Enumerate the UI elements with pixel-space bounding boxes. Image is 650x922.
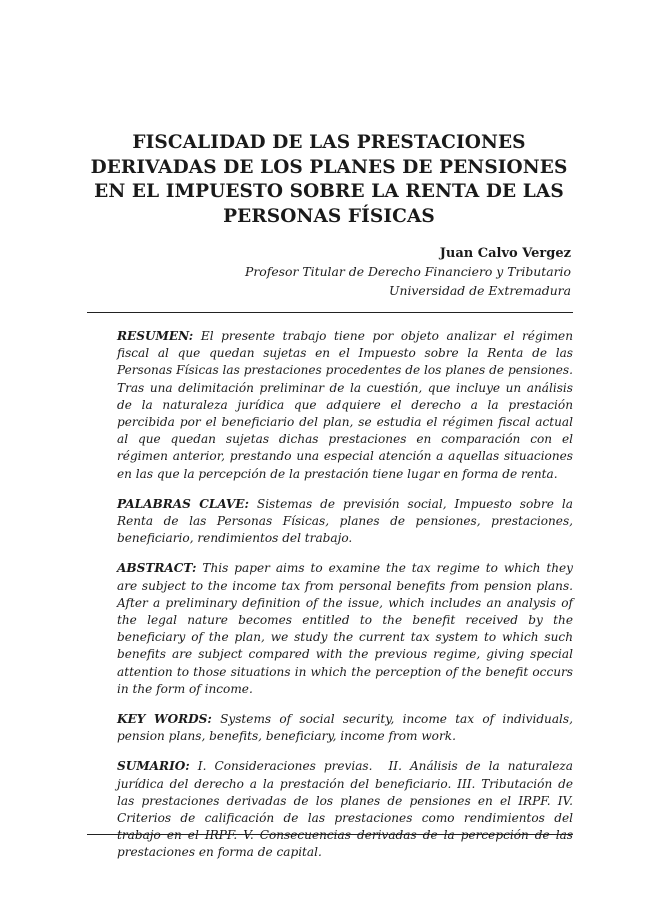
paper-title: FISCALIDAD DE LAS PRESTACIONES DERIVADAS DE LOS PLANES DE PENSIONES EN EL IMPUESTO SOBRE LA RENTA DE LAS PERSONAS FÍSICAS xyxy=(90,132,568,227)
abstract-paragraph xyxy=(117,560,573,698)
author-position: Profesor Titular de Derecho Financiero y Tributario xyxy=(245,264,571,279)
key-words-paragraph xyxy=(117,711,573,745)
sumario-paragraph xyxy=(117,758,577,861)
bottom-divider xyxy=(87,834,573,835)
author-block xyxy=(245,245,571,300)
sumario-label: SUMARIO: xyxy=(117,759,190,774)
top-divider xyxy=(87,312,573,313)
sumario-text: I. Consideraciones previas. II. Análisis de la naturaleza jurídica del derecho a la prestación del beneficiario. III. Tributación de las prestaciones derivadas de los planes de pensiones en el IRPF. IV. Criterios de calificación de las prestaciones como rendimientos del trabajo en el IRPF. V. Consecuencias derivadas de la percepción de las prestaciones en forma de capital. xyxy=(117,759,577,860)
resumen-label: RESUMEN: xyxy=(117,329,194,343)
key-words-label: KEY WORDS: xyxy=(117,712,212,727)
author-name: Juan Calvo Vergez xyxy=(439,246,571,261)
resumen-text: El presente trabajo tiene por objeto analizar el régimen fiscal al que quedan sujetas en el Impuesto sobre la Renta de las Personas Físicas las prestaciones procedentes de los planes de pensiones. Tras una delimitación preliminar de la cuestión, que incluye un análisis de la naturaleza jurídica que adquiere el derecho a la prestación percibida por el beneficiario del plan, se estudia el régimen fiscal actual al que quedan sujetas dichas prestaciones en comparación con el régimen anterior, prestando una especial atención a aquellas situaciones en las que la percepción de la prestación tiene lugar en forma de renta. xyxy=(117,329,573,481)
resumen-paragraph xyxy=(117,328,573,483)
abstract-text: This paper aims to examine the tax regime to which they are subject to the income tax from personal benefits from pension plans. After a preliminary definition of the issue, which includes an analysis of the legal nature becomes entitled to the benefit received by the beneficiary of the plan, we study the current tax system to which such benefits are subject compared with the previous regime, giving special attention to those situations in which the perception of the benefit occurs in the form of income. xyxy=(117,561,573,696)
abstract-label: ABSTRACT: xyxy=(117,561,197,576)
key-words-text: Systems of social security, income tax of individuals, pension plans, benefits, beneficiary, income from work. xyxy=(117,712,573,744)
palabras-clave-paragraph xyxy=(117,496,573,548)
palabras-clave-text: Sistemas de previsión social, Impuesto sobre la Renta de las Personas Físicas, planes de pensiones, prestaciones, beneficiario, rendimientos del trabajo. xyxy=(117,496,574,546)
author-institution: Universidad de Extremadura xyxy=(389,282,571,298)
palabras-clave-label: PALABRAS CLAVE: xyxy=(117,496,249,511)
abstract-section xyxy=(117,328,577,875)
